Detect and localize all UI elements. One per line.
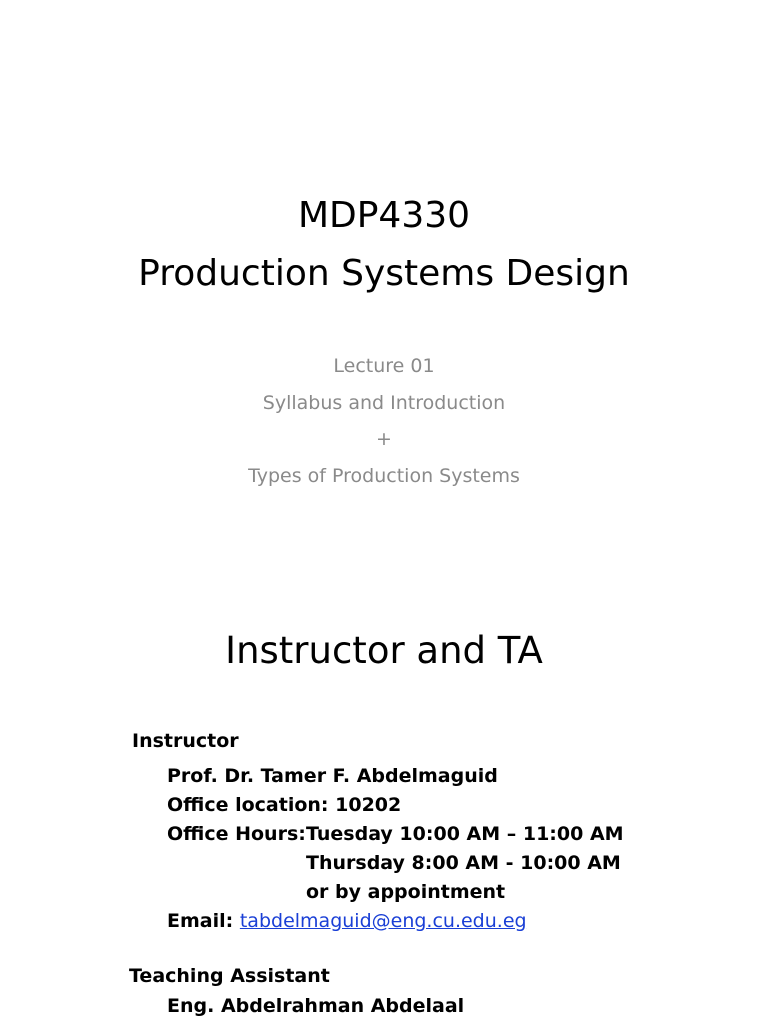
office-hours-line: or by appointment — [306, 881, 506, 903]
instructor-heading: Instructor — [132, 730, 239, 752]
instructor-name: Prof. Dr. Tamer F. Abdelmaguid — [167, 765, 498, 787]
subtitle-line: Syllabus and Introduction — [262, 391, 506, 414]
subtitle-line: + — [376, 428, 392, 450]
ta-name: Eng. Abdelrahman Abdelaal — [167, 995, 465, 1017]
subtitle-line: Lecture 01 — [333, 355, 435, 377]
office-hours-label: Office Hours: — [167, 823, 306, 845]
slide-heading: Instructor and TA — [225, 629, 543, 672]
email-row — [167, 907, 527, 936]
email-link[interactable]: tabdelmaguid@eng.cu.edu.eg — [239, 910, 527, 932]
office-location: Office location: 10202 — [167, 794, 402, 816]
slide-instructor — [0, 560, 768, 1024]
email-label: Email: — [167, 910, 234, 932]
course-title-block — [0, 187, 768, 303]
ta-heading: Teaching Assistant — [129, 965, 330, 987]
lecture-subtitle — [0, 348, 768, 494]
course-code: MDP4330 — [297, 195, 471, 236]
office-hours-line: Thursday 8:00 AM - 10:00 AM — [306, 852, 621, 874]
course-title: Production Systems Design — [138, 253, 630, 294]
subtitle-line: Types of Production Systems — [248, 464, 520, 487]
office-hours-line: Tuesday 10:00 AM – 11:00 AM — [306, 823, 624, 845]
